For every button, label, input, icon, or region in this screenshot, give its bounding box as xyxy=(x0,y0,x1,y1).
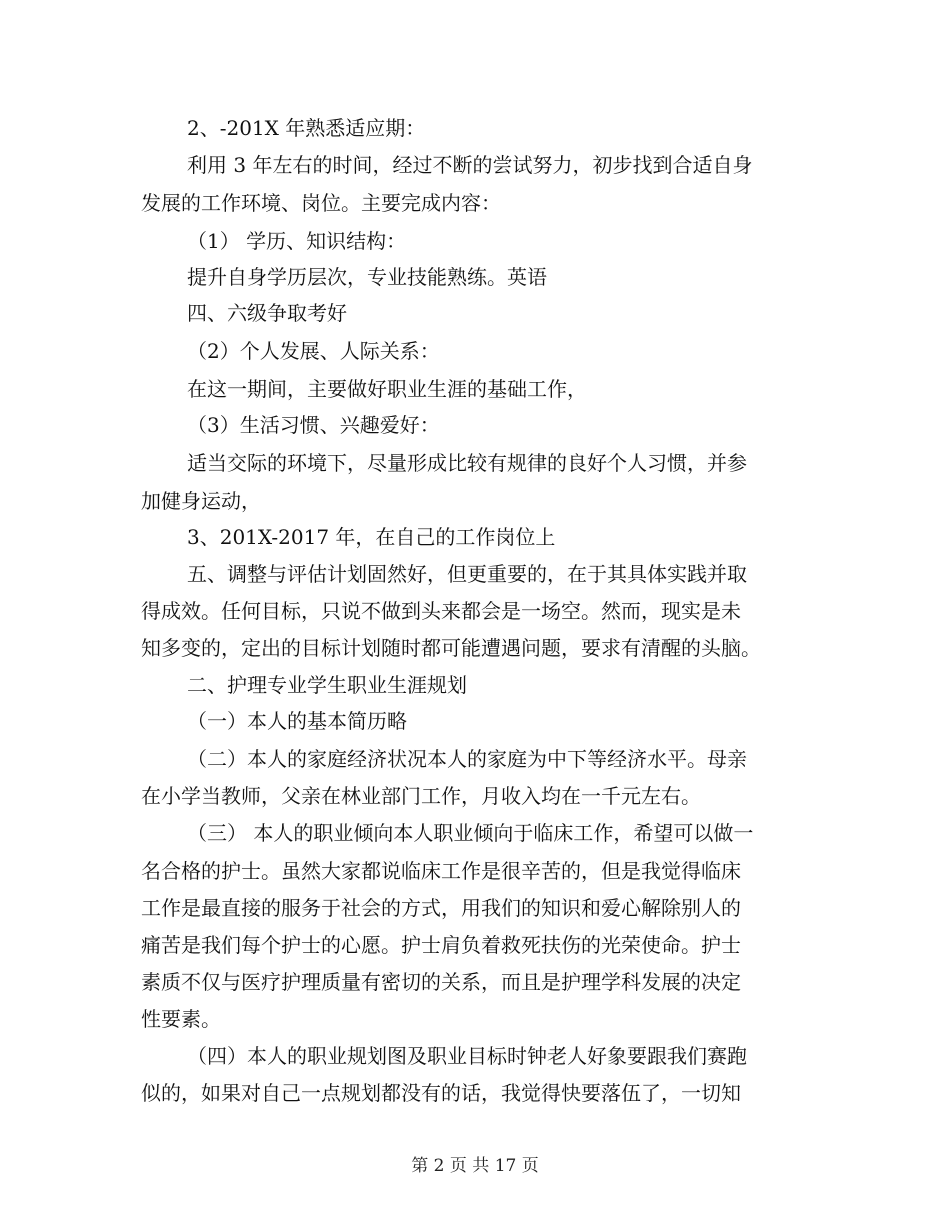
text-line: 在这一期间，主要做好职业生涯的基础工作， xyxy=(187,377,587,401)
text-line: 二、护理专业学生职业生涯规划 xyxy=(187,673,467,697)
page-number-footer: 第 2 页 共 17 页 xyxy=(411,1156,539,1176)
text-line: （1） 学历、知识结构： xyxy=(187,229,407,253)
text-line: （3）生活习惯、兴趣爱好： xyxy=(187,413,440,437)
text-line: 利用 3 年左右的时间，经过不断的尝试努力，初步找到合适自身 xyxy=(187,153,753,177)
text-line: 名合格的护士。虽然大家都说临床工作是很辛苦的，但是我觉得临床 xyxy=(141,859,741,883)
text-line: 似的，如果对自己一点规划都没有的话，我觉得快要落伍了，一切知 xyxy=(141,1081,741,1105)
text-line: 发展的工作环境、岗位。主要完成内容： xyxy=(141,191,501,215)
text-line: （四）本人的职业规划图及职业目标时钟老人好象要跟我们赛跑 xyxy=(187,1044,747,1068)
text-line: 性要素。 xyxy=(141,1007,221,1031)
text-line: （二）本人的家庭经济状况本人的家庭为中下等经济水平。母亲 xyxy=(187,747,747,771)
text-line: 五、调整与评估计划固然好，但更重要的，在于其具体实践并取 xyxy=(187,562,747,586)
text-line: 四、六级争取考好 xyxy=(187,301,347,325)
text-line: 适当交际的环境下，尽量形成比较有规律的良好个人习惯，并参 xyxy=(187,451,747,475)
text-line: 素质不仅与医疗护理质量有密切的关系，而且是护理学科发展的决定 xyxy=(141,970,741,994)
text-line: 知多变的，定出的目标计划随时都可能遭遇问题，要求有清醒的头脑。 xyxy=(141,636,761,660)
text-line: 痛苦是我们每个护士的心愿。护士肩负着救死扶伤的光荣使命。护士 xyxy=(141,933,741,957)
text-line: 在小学当教师，父亲在林业部门工作，月收入均在一千元左右。 xyxy=(141,784,701,808)
text-line: 工作是最直接的服务于社会的方式，用我们的知识和爱心解除别人的 xyxy=(141,896,741,920)
text-line: 提升自身学历层次，专业技能熟练。英语 xyxy=(187,265,547,289)
text-line: 2、-201X 年熟悉适应期： xyxy=(187,116,426,140)
text-line: （一）本人的基本简历略 xyxy=(187,709,407,733)
text-line: 3、201X-2017 年，在自己的工作岗位上 xyxy=(187,525,556,549)
text-line: （2）个人发展、人际关系： xyxy=(187,339,440,363)
text-line: （三） 本人的职业倾向本人职业倾向于临床工作，希望可以做一 xyxy=(187,821,754,845)
text-line: 加健身运动， xyxy=(141,489,261,513)
text-line: 得成效。任何目标，只说不做到头来都会是一场空。然而，现实是未 xyxy=(141,599,741,623)
